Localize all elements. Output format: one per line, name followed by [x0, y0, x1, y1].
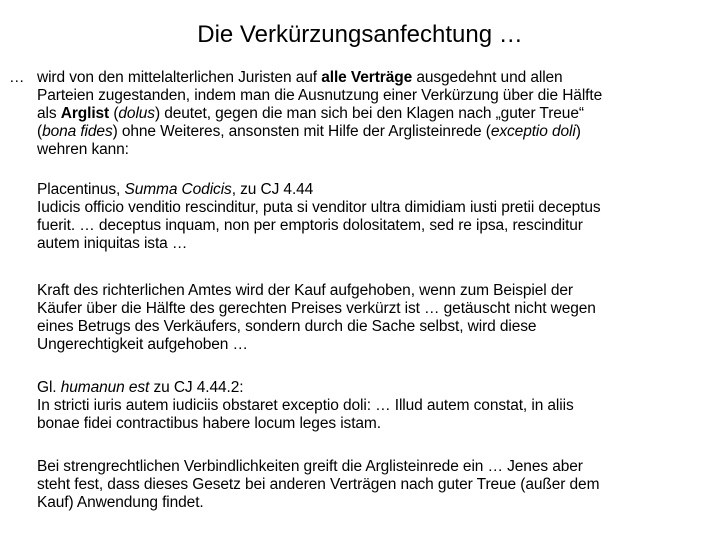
- text-line: [37, 105, 713, 123]
- text-line: [37, 123, 713, 141]
- text-run: , zu CJ 4.44: [231, 181, 314, 198]
- text-line: fuerit. … deceptus inquam, non per emptoris dolositatem, sed re ipsa, rescinditur: [37, 217, 583, 234]
- text-line: steht fest, dass dieses Gesetz bei anderen Verträgen nach guter Treue (außer dem: [37, 476, 600, 493]
- translation-placentinus: [37, 282, 713, 354]
- text-line: Kraft des richterlichen Amtes wird der Kauf aufgehoben, wenn zum Beispiel der: [37, 282, 573, 299]
- text-run: als: [37, 105, 61, 122]
- text-run: wird von den mittelalterlichen Juristen auf: [37, 69, 322, 86]
- intro-paragraph: [37, 69, 713, 159]
- text-run: ) ohne Weiteres, ansonsten mit Hilfe der Arglisteinrede (: [112, 123, 491, 140]
- text-run: (: [37, 123, 43, 140]
- bold-term-alle-vertraege: alle Verträge: [321, 69, 413, 86]
- text-run: (: [109, 105, 119, 122]
- italic-gloss-title: humanun est: [60, 379, 150, 396]
- text-run: ausgedehnt und allen: [412, 69, 563, 86]
- quote-glossa: [37, 379, 713, 433]
- italic-term-bona-fides: bona fides: [42, 123, 113, 140]
- text-line: In stricti iuris autem iudiciis obstaret exceptio doli: … Illud autem constat, in aliis: [37, 397, 574, 414]
- text-run: Placentinus,: [37, 181, 125, 198]
- text-line: wehren kann:: [37, 141, 129, 158]
- text-line: Iudicis officio venditio rescinditur, puta si venditor ultra dimidiam iusti pretii deceptus: [37, 199, 601, 216]
- text-line: Parteien zugestanden, indem man die Ausnutzung einer Verkürzung über die Hälfte: [37, 87, 603, 104]
- text-run: zu CJ 4.44.2:: [149, 379, 244, 396]
- quote-placentinus: [37, 181, 713, 253]
- text-line: [37, 69, 713, 87]
- text-line: Kauf) Anwendung findet.: [37, 494, 204, 511]
- source-line: [37, 181, 713, 199]
- bold-term-arglist: Arglist: [60, 105, 110, 122]
- translation-glossa: [37, 458, 713, 512]
- text-line: Bei strengrechtlichen Verbindlichkeiten greift die Arglisteinrede ein … Jenes aber: [37, 458, 583, 475]
- italic-term-exceptio-doli: exceptio doli: [490, 123, 576, 140]
- bullet-ellipsis: …: [9, 69, 25, 86]
- text-line: autem iniquitas ista …: [37, 235, 188, 252]
- slide-title: Die Verkürzungsanfechtung …: [197, 21, 523, 48]
- text-line: Käufer über die Hälfte des gerechten Preises verkürzt ist … getäuscht nicht wegen: [37, 300, 596, 317]
- text-run: ): [575, 123, 581, 140]
- text-run: Gl.: [37, 379, 61, 396]
- text-line: bonae fidei contractibus habere locum leges istam.: [37, 415, 381, 432]
- text-line: Ungerechtigkeit aufgehoben …: [37, 336, 248, 353]
- source-line: [37, 379, 713, 397]
- italic-term-dolus: dolus: [118, 105, 155, 122]
- text-line: eines Betrugs des Verkäufers, sondern durch die Sache selbst, wird diese: [37, 318, 537, 335]
- italic-work-title: Summa Codicis: [124, 181, 232, 198]
- text-run: ) deutet, gegen die man sich bei den Klagen nach „guter Treue“: [154, 105, 584, 122]
